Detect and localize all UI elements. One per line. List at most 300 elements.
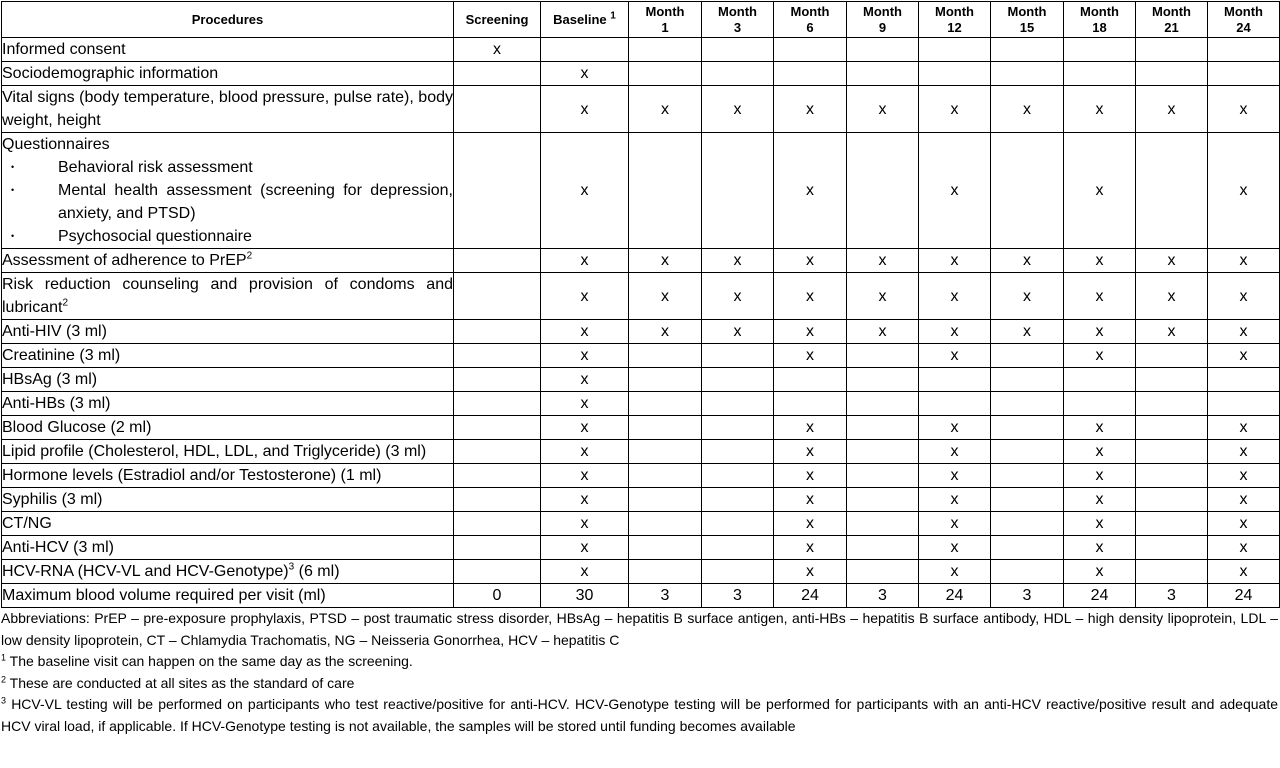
- column-header-text: Month: [790, 3, 830, 19]
- schedule-cell: [1064, 392, 1136, 416]
- procedure-label: Maximum blood volume required per visit (ml): [2, 587, 326, 604]
- schedule-cell: [454, 344, 541, 368]
- schedule-cell: 3: [1136, 584, 1208, 608]
- table-row: [2, 464, 1280, 488]
- schedule-cell: x: [991, 249, 1064, 273]
- footnote: [1, 651, 1278, 673]
- schedule-cell: x: [541, 536, 629, 560]
- schedule-cell: [454, 416, 541, 440]
- schedule-cell: [629, 488, 702, 512]
- procedure-cell: [2, 249, 454, 273]
- schedule-cell: [629, 512, 702, 536]
- schedule-cell: x: [774, 86, 847, 133]
- schedule-cell: [991, 344, 1064, 368]
- schedule-cell: [454, 273, 541, 320]
- table-row: [2, 368, 1280, 392]
- column-header-text: Screening: [465, 11, 529, 27]
- footnote-marker: 3: [288, 561, 295, 573]
- schedule-cell: [1208, 38, 1280, 62]
- footnote: [1, 694, 1278, 737]
- column-header-text: 6: [806, 19, 814, 35]
- schedule-cell: [1208, 368, 1280, 392]
- footnote-text: HCV-VL testing will be performed on participants who test reactive/positive for anti-HCV. HCV-Genotype testing will be performed for participants with an anti-HCV reactive/positive result and adequate HCV viral load, if applicable. If HCV-Genotype testing is not available, the samples will be stored until funding becomes available: [1, 696, 1278, 734]
- column-header-text: 18: [1092, 19, 1107, 35]
- schedule-cell: x: [1064, 512, 1136, 536]
- schedule-cell: [847, 464, 919, 488]
- schedule-cell: x: [629, 273, 702, 320]
- schedule-cell: x: [919, 416, 991, 440]
- schedule-cell: [774, 392, 847, 416]
- schedule-cell: x: [1208, 416, 1280, 440]
- procedure-label: Questionnaires: [2, 136, 110, 153]
- schedule-cell: [919, 368, 991, 392]
- schedule-cell: x: [1064, 273, 1136, 320]
- column-header: [847, 2, 919, 38]
- schedule-cell: [629, 133, 702, 249]
- schedule-cell: [991, 133, 1064, 249]
- column-header-text: Month: [935, 3, 974, 19]
- procedure-cell: [2, 320, 454, 344]
- schedule-cell: [1136, 133, 1208, 249]
- schedule-cell: x: [454, 38, 541, 62]
- schedule-cell: [702, 368, 774, 392]
- schedule-cell: [1064, 62, 1136, 86]
- procedure-label: Blood Glucose (2 ml): [2, 419, 152, 436]
- schedule-cell: [702, 512, 774, 536]
- schedule-cell: [1208, 392, 1280, 416]
- schedule-cell: x: [847, 320, 919, 344]
- column-header-text: 21: [1164, 19, 1179, 35]
- schedule-cell: [847, 416, 919, 440]
- table-row: [2, 488, 1280, 512]
- schedule-cell: x: [1136, 249, 1208, 273]
- schedule-cell: [702, 488, 774, 512]
- schedule-cell: [919, 62, 991, 86]
- column-header: [774, 2, 847, 38]
- schedule-cell: x: [774, 488, 847, 512]
- schedule-cell: x: [774, 273, 847, 320]
- schedule-cell: 24: [774, 584, 847, 608]
- procedure-label: HBsAg (3 ml): [2, 371, 98, 388]
- schedule-cell: [454, 440, 541, 464]
- questionnaire-item: • Psychosocial questionnaire: [2, 225, 453, 248]
- column-header-text: 15: [1019, 19, 1035, 35]
- column-header-text: Month: [863, 3, 902, 19]
- procedure-cell: [2, 392, 454, 416]
- column-header: [702, 2, 774, 38]
- column-header-text: Procedures: [191, 11, 264, 27]
- schedule-cell: x: [541, 86, 629, 133]
- schedule-cell: 3: [991, 584, 1064, 608]
- schedule-cell: x: [541, 440, 629, 464]
- schedule-cell: x: [702, 86, 774, 133]
- schedule-cell: 30: [541, 584, 629, 608]
- schedule-cell: x: [919, 133, 991, 249]
- schedule-cell: x: [847, 86, 919, 133]
- table-row: [2, 560, 1280, 584]
- schedule-cell: x: [1064, 560, 1136, 584]
- procedure-cell: [2, 416, 454, 440]
- procedure-cell: [2, 38, 454, 62]
- schedule-cell: x: [919, 512, 991, 536]
- schedule-cell: [847, 560, 919, 584]
- schedule-cell: [991, 488, 1064, 512]
- schedule-cell: [847, 392, 919, 416]
- schedule-cell: x: [541, 273, 629, 320]
- schedule-table: [1, 1, 1280, 608]
- schedule-cell: [991, 392, 1064, 416]
- schedule-cell: [774, 62, 847, 86]
- schedule-cell: x: [1064, 86, 1136, 133]
- procedure-cell: [2, 133, 454, 249]
- schedule-cell: [702, 464, 774, 488]
- schedule-cell: x: [1208, 536, 1280, 560]
- footnote-marker: 2: [1, 673, 7, 684]
- column-header-text: Baseline: [553, 11, 607, 27]
- schedule-cell: 3: [702, 584, 774, 608]
- table-row: [2, 512, 1280, 536]
- schedule-cell: [847, 344, 919, 368]
- table-row: [2, 392, 1280, 416]
- footnote: [1, 673, 1278, 695]
- schedule-cell: x: [774, 416, 847, 440]
- schedule-cell: [1136, 344, 1208, 368]
- schedule-cell: [629, 344, 702, 368]
- schedule-cell: x: [919, 344, 991, 368]
- schedule-cell: x: [1064, 320, 1136, 344]
- schedule-cell: x: [541, 488, 629, 512]
- procedure-label: HCV-RNA (HCV-VL and HCV-Genotype): [2, 563, 289, 580]
- procedure-cell: [2, 344, 454, 368]
- table-footnotes: [0, 608, 1280, 737]
- column-header-text: 3: [733, 19, 742, 35]
- schedule-cell: x: [1064, 249, 1136, 273]
- schedule-cell: x: [1208, 560, 1280, 584]
- table-row: [2, 344, 1280, 368]
- schedule-cell: x: [1136, 86, 1208, 133]
- schedule-cell: x: [1208, 249, 1280, 273]
- schedule-cell: [454, 320, 541, 344]
- schedule-cell: [454, 368, 541, 392]
- schedule-cell: x: [774, 560, 847, 584]
- schedule-cell: [1136, 512, 1208, 536]
- schedule-cell: x: [919, 560, 991, 584]
- schedule-cell: x: [919, 273, 991, 320]
- procedure-label: Assessment of adherence to PrEP: [2, 252, 247, 269]
- table-row: [2, 133, 1280, 249]
- schedule-cell: x: [774, 133, 847, 249]
- schedule-cell: x: [541, 512, 629, 536]
- schedule-cell: 24: [1064, 584, 1136, 608]
- schedule-cell: [1136, 38, 1208, 62]
- schedule-cell: x: [1064, 344, 1136, 368]
- schedule-cell: x: [541, 560, 629, 584]
- procedure-cell: [2, 273, 454, 320]
- schedule-cell: x: [629, 320, 702, 344]
- procedure-label: Informed consent: [2, 41, 126, 58]
- schedule-cell: [454, 392, 541, 416]
- table-row: [2, 249, 1280, 273]
- footnote-marker: 3: [1, 695, 7, 706]
- column-header-text: Month: [1224, 3, 1263, 19]
- schedule-cell: x: [1208, 344, 1280, 368]
- document-page: [0, 1, 1280, 768]
- schedule-cell: [991, 464, 1064, 488]
- table-row: [2, 320, 1280, 344]
- schedule-cell: x: [1064, 536, 1136, 560]
- column-header-text: 9: [878, 19, 887, 35]
- schedule-cell: x: [541, 249, 629, 273]
- footnote-marker: 2: [246, 250, 253, 262]
- schedule-cell: x: [1064, 464, 1136, 488]
- schedule-cell: x: [991, 320, 1064, 344]
- column-header: [454, 2, 541, 38]
- schedule-cell: [991, 368, 1064, 392]
- schedule-cell: x: [702, 320, 774, 344]
- schedule-cell: x: [1208, 133, 1280, 249]
- schedule-cell: x: [919, 249, 991, 273]
- schedule-cell: x: [919, 86, 991, 133]
- column-header-text: 1: [661, 19, 669, 35]
- schedule-cell: x: [991, 86, 1064, 133]
- table-header-row: [2, 2, 1280, 38]
- schedule-cell: [454, 86, 541, 133]
- footnote-text: Abbreviations: PrEP – pre-exposure prophylaxis, PTSD – post traumatic stress disorder, HBsAg – hepatitis B surface antigen, anti-HBs – hepatitis B surface antibody, HDL – high density lipoprotein, LDL – low density lipoprotein, CT – Chlamydia Trachomatis, NG – Neisseria Gonorrhea, HCV – hepatitis C: [1, 610, 1278, 648]
- footnote-marker: 1: [610, 10, 616, 22]
- schedule-cell: [774, 368, 847, 392]
- schedule-cell: x: [1208, 440, 1280, 464]
- column-header: [919, 2, 991, 38]
- schedule-cell: [919, 38, 991, 62]
- footnote: [1, 608, 1278, 651]
- column-header-text: 12: [947, 19, 962, 35]
- schedule-cell: [702, 560, 774, 584]
- procedure-cell: [2, 584, 454, 608]
- schedule-cell: [991, 536, 1064, 560]
- schedule-cell: x: [541, 62, 629, 86]
- schedule-cell: [541, 38, 629, 62]
- table-row: [2, 62, 1280, 86]
- schedule-cell: [847, 488, 919, 512]
- questionnaire-list: [2, 156, 453, 248]
- schedule-cell: x: [1208, 464, 1280, 488]
- schedule-cell: 0: [454, 584, 541, 608]
- schedule-cell: 24: [919, 584, 991, 608]
- column-header-text: Month: [1080, 3, 1119, 19]
- schedule-cell: x: [847, 249, 919, 273]
- footnote-text: The baseline visit can happen on the same day as the screening.: [6, 653, 413, 669]
- schedule-cell: x: [1208, 512, 1280, 536]
- footnote-text: These are conducted at all sites as the standard of care: [6, 674, 355, 691]
- schedule-cell: x: [919, 464, 991, 488]
- schedule-cell: [702, 392, 774, 416]
- schedule-cell: [991, 512, 1064, 536]
- schedule-cell: x: [774, 440, 847, 464]
- table-row: [2, 584, 1280, 608]
- procedure-label: Risk reduction counseling and provision of condoms and lubricant: [2, 276, 453, 316]
- schedule-cell: x: [702, 249, 774, 273]
- schedule-cell: [1136, 368, 1208, 392]
- schedule-cell: x: [774, 320, 847, 344]
- schedule-cell: x: [1064, 440, 1136, 464]
- schedule-cell: [1064, 368, 1136, 392]
- schedule-cell: x: [541, 392, 629, 416]
- schedule-cell: 24: [1208, 584, 1280, 608]
- schedule-cell: x: [541, 464, 629, 488]
- procedure-label-suffix: (6 ml): [294, 563, 340, 580]
- schedule-cell: [629, 392, 702, 416]
- schedule-cell: x: [629, 249, 702, 273]
- schedule-cell: [1136, 536, 1208, 560]
- questionnaire-item: • Mental health assessment (screening for depression, anxiety, and PTSD): [2, 179, 453, 225]
- schedule-cell: [629, 536, 702, 560]
- schedule-cell: x: [1064, 133, 1136, 249]
- schedule-cell: [454, 536, 541, 560]
- column-header: [2, 2, 454, 38]
- schedule-cell: [991, 560, 1064, 584]
- schedule-cell: x: [541, 368, 629, 392]
- schedule-cell: x: [919, 440, 991, 464]
- procedure-cell: [2, 512, 454, 536]
- schedule-cell: [1136, 464, 1208, 488]
- schedule-cell: [454, 62, 541, 86]
- schedule-cell: x: [1208, 488, 1280, 512]
- procedure-label: Syphilis (3 ml): [2, 491, 103, 508]
- schedule-cell: [847, 368, 919, 392]
- procedure-label: Creatinine (3 ml): [2, 347, 121, 364]
- column-header: [1064, 2, 1136, 38]
- schedule-cell: [1136, 488, 1208, 512]
- schedule-cell: [702, 536, 774, 560]
- column-header-text: Month: [1152, 3, 1191, 19]
- schedule-cell: x: [774, 344, 847, 368]
- schedule-cell: [454, 249, 541, 273]
- schedule-cell: [702, 133, 774, 249]
- schedule-cell: [702, 416, 774, 440]
- schedule-cell: [991, 416, 1064, 440]
- procedure-cell: [2, 536, 454, 560]
- schedule-cell: 3: [847, 584, 919, 608]
- schedule-cell: [1208, 62, 1280, 86]
- column-header: [629, 2, 702, 38]
- schedule-cell: x: [1064, 416, 1136, 440]
- schedule-cell: x: [991, 273, 1064, 320]
- schedule-cell: [847, 62, 919, 86]
- schedule-cell: x: [774, 249, 847, 273]
- schedule-cell: [629, 440, 702, 464]
- schedule-cell: [847, 38, 919, 62]
- column-header: [541, 2, 629, 38]
- schedule-cell: [454, 512, 541, 536]
- schedule-cell: [629, 416, 702, 440]
- schedule-cell: [629, 560, 702, 584]
- schedule-cell: [774, 38, 847, 62]
- schedule-cell: [702, 62, 774, 86]
- table-row: [2, 273, 1280, 320]
- schedule-cell: x: [541, 133, 629, 249]
- schedule-cell: x: [774, 464, 847, 488]
- table-row: [2, 440, 1280, 464]
- schedule-cell: x: [702, 273, 774, 320]
- schedule-cell: x: [541, 320, 629, 344]
- schedule-cell: x: [541, 344, 629, 368]
- schedule-cell: x: [629, 86, 702, 133]
- schedule-cell: x: [919, 488, 991, 512]
- procedure-label: Vital signs (body temperature, blood pressure, pulse rate), body weight, height: [2, 89, 453, 129]
- schedule-cell: x: [1208, 273, 1280, 320]
- schedule-cell: [847, 440, 919, 464]
- schedule-cell: [702, 38, 774, 62]
- schedule-cell: [1136, 440, 1208, 464]
- procedure-cell: [2, 62, 454, 86]
- footnote-marker: 1: [1, 652, 7, 663]
- table-row: [2, 38, 1280, 62]
- column-header: [991, 2, 1064, 38]
- schedule-cell: [1136, 392, 1208, 416]
- schedule-cell: [629, 464, 702, 488]
- schedule-cell: x: [541, 416, 629, 440]
- schedule-cell: [454, 560, 541, 584]
- schedule-cell: x: [919, 320, 991, 344]
- column-header-text: Month: [1007, 3, 1047, 19]
- schedule-cell: [1136, 416, 1208, 440]
- schedule-cell: x: [1136, 273, 1208, 320]
- schedule-cell: [991, 38, 1064, 62]
- schedule-cell: [702, 440, 774, 464]
- schedule-cell: [1064, 38, 1136, 62]
- schedule-cell: [991, 440, 1064, 464]
- schedule-cell: [847, 512, 919, 536]
- schedule-cell: x: [1208, 86, 1280, 133]
- procedure-cell: [2, 86, 454, 133]
- schedule-cell: x: [1208, 320, 1280, 344]
- procedure-cell: [2, 560, 454, 584]
- column-header-text: Month: [718, 3, 757, 19]
- column-header: [1136, 2, 1208, 38]
- procedure-label: Lipid profile (Cholesterol, HDL, LDL, and Triglyceride) (3 ml): [2, 443, 427, 460]
- schedule-cell: x: [919, 536, 991, 560]
- procedure-cell: [2, 464, 454, 488]
- procedure-label: Hormone levels (Estradiol and/or Testosterone) (1 ml): [2, 467, 382, 484]
- procedure-label: Anti-HIV (3 ml): [2, 323, 107, 340]
- procedure-label: Sociodemographic information: [2, 65, 219, 82]
- schedule-cell: [629, 368, 702, 392]
- procedure-label: Anti-HCV (3 ml): [2, 539, 115, 556]
- schedule-cell: x: [1064, 488, 1136, 512]
- schedule-cell: [454, 133, 541, 249]
- footnote-marker: 2: [62, 297, 69, 309]
- column-header-text: Month: [645, 3, 685, 19]
- schedule-cell: x: [1136, 320, 1208, 344]
- schedule-cell: [454, 488, 541, 512]
- schedule-cell: x: [774, 512, 847, 536]
- procedure-label: Anti-HBs (3 ml): [2, 395, 111, 412]
- schedule-cell: [629, 62, 702, 86]
- table-row: [2, 536, 1280, 560]
- schedule-cell: [919, 392, 991, 416]
- schedule-cell: [1136, 560, 1208, 584]
- procedure-cell: [2, 368, 454, 392]
- schedule-cell: [454, 464, 541, 488]
- schedule-cell: [629, 38, 702, 62]
- schedule-cell: [847, 133, 919, 249]
- procedure-cell: [2, 440, 454, 464]
- schedule-cell: x: [847, 273, 919, 320]
- column-header: [1208, 2, 1280, 38]
- schedule-cell: [991, 62, 1064, 86]
- table-row: [2, 416, 1280, 440]
- column-header-text: 24: [1236, 19, 1251, 35]
